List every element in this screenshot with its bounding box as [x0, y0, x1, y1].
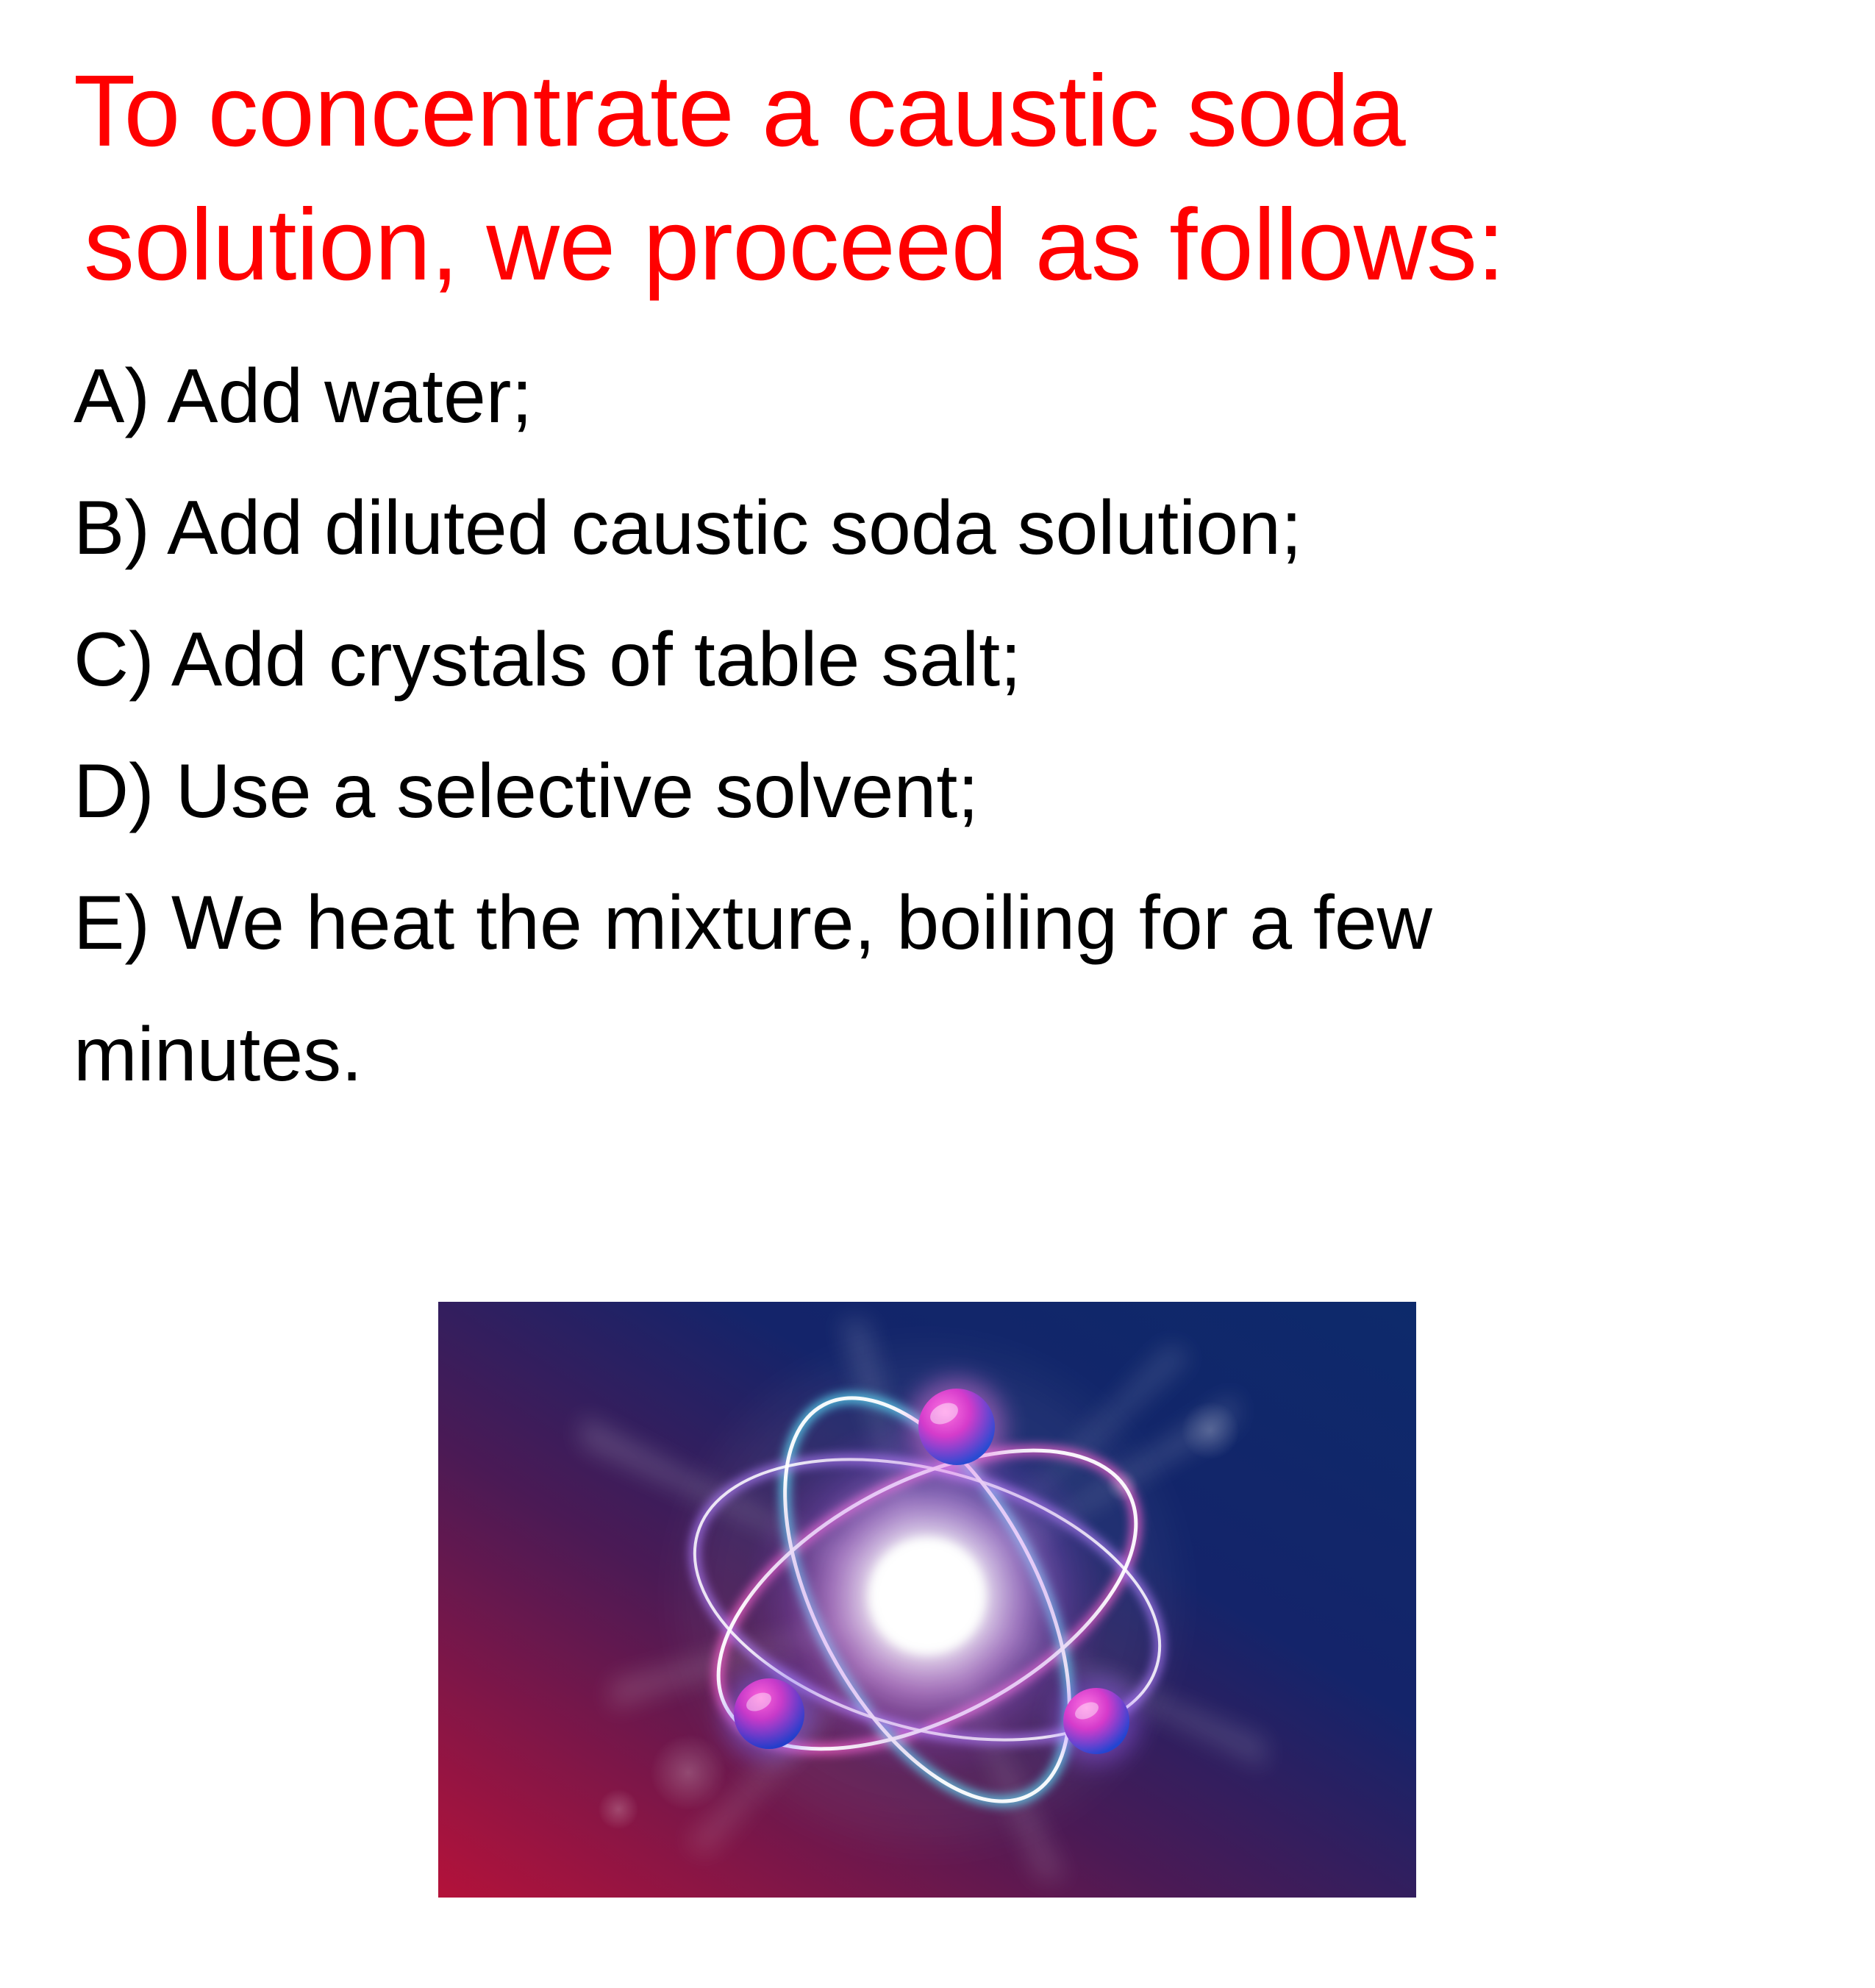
list-item: minutes.	[74, 1011, 363, 1097]
list-item: B) Add diluted caustic soda solution;	[74, 485, 1302, 571]
atom-illustration-icon	[438, 1302, 1416, 1898]
list-item: E) We heat the mixture, boiling for a few	[74, 880, 1432, 966]
slide-content	[74, 44, 1779, 1121]
list-item: D) Use a selective solvent;	[74, 748, 979, 834]
page-title	[74, 44, 1779, 312]
title-line-2: solution, we proceed as follows:	[84, 188, 1505, 302]
options-list	[74, 331, 1779, 1120]
atom-figure	[438, 1302, 1416, 1898]
list-item: A) Add water;	[74, 354, 533, 440]
list-item: C) Add crystals of table salt;	[74, 617, 1021, 703]
title-line-1: To concentrate a caustic soda	[74, 54, 1406, 168]
